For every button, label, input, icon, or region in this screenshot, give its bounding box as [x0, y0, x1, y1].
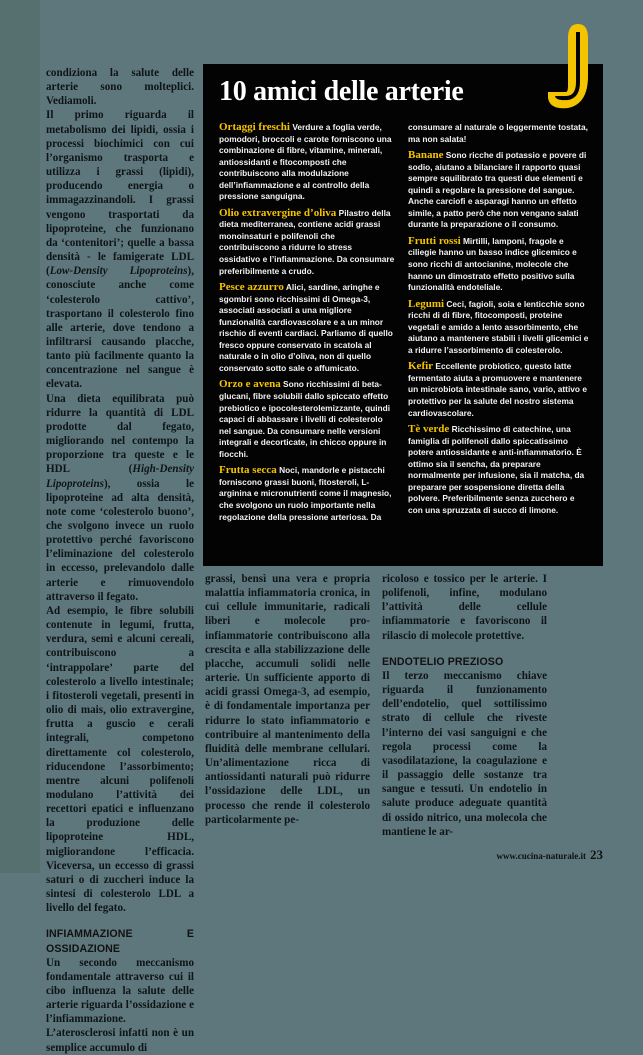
paragraph: condiziona la salute delle arterie sono molteplici. Vediamoli.	[46, 67, 194, 108]
section-heading: INFIAMMAZIONE E OSSIDAZIONE	[46, 928, 194, 955]
box-item: Frutti rossi Mirtilli, lamponi, fragole e ciliegie hanno un basso indice glicemico e sono ricchi di antocianine, molecole che hanno un dimostrato effetto positivo sulla funzionalità endoteliale.	[408, 234, 577, 293]
box-item: Frutta secca Noci, mandorle e pistacchi forniscono grassi buoni, fitosteroli, L-arginina e micronutrienti come il magnesio, che svolgono un ruolo importante nella regolazione della pressione arteriosa. Da	[219, 464, 392, 522]
article-column-3	[382, 572, 547, 839]
footer-url[interactable]: www.cucina-naturale.it	[496, 851, 586, 861]
box-title: 10 amici delle arterie	[219, 76, 464, 107]
box-item: Banane Sono ricche di potassio e povere di sodio, aiutano a bilanciare il rapporto quasi sempre squilibrato tra questi due elementi e quindi a regolare la pressione del sangue. Anche carciofi e asparagi hanno un effetto simile, a patto però che non vengano salati durante la preparazione o il consumo.	[408, 149, 587, 230]
sidebar-box	[203, 64, 603, 566]
paragraph: grassi, bensì una vera e propria malattia infiammatoria cronica, in cui cellule immunitarie, radicali liberi e molecole pro-infiammatorie contribuiscono alla crescita e alla stabilizzazione delle placche, accumuli solidi nelle arterie. Un sufficiente apporto di acidi grassi Omega-3, ad esempio, è di fondamentale importanza per ridurre lo stato infiammatorio e contribuire al mantenimento della fluidità delle membrane cellulari. Un’alimentazione ricca di antiossidanti naturali può ridurre l’ossidazione delle LDL, un processo che rende il colesterolo particolarmente pe-	[205, 573, 370, 826]
box-item: Orzo e avena Sono ricchissimi di beta-glucani, fibre solubili dallo spiccato effetto prebiotico e ipocolesterolemizzante, quindi capaci di abbassare i livelli di colesterolo nel sangue. Da consumare nelle versioni integrali e decorticate, in chicco oppure in fiocchi.	[219, 378, 391, 459]
section-heading: ENDOTELIO PREZIOSO	[382, 655, 504, 668]
box-item: Olio extravergine d’oliva Pilastro della dieta mediterranea, contiene acidi grassi monoinsaturi e polifenoli che contribuiscono a ridurre lo stress ossidativo e l’infiammazione. Da consumare preferibilmente a crudo.	[219, 206, 395, 276]
paragraph: Il primo riguarda il metabolismo dei lipidi, ossia i processi biochimici con cui l’organismo trasporta e utilizza i grassi (lipidi), producendo energia o immagazzinandoli. I grassi vengono trasportati da lipoproteine, che funzionano da ‘contenitori’; quelle a bassa densità - le famigerate LDL (Low-Density Lipoproteins), conosciute anche come ‘colesterolo cattivo’, trasportano il colesterolo fino alle arterie, dove tendono a infiltrarsi causando placche, tanto più facilmente quanto la concentrazione nel sangue è elevata.	[46, 109, 194, 391]
page-margin-shade	[0, 0, 40, 873]
box-column-left	[219, 122, 395, 528]
page-footer	[497, 847, 604, 863]
paragraph: ricoloso e tossico per le arterie. I polifenoli, infine, modulano l’attività delle cellule infiammatorie e favoriscono il rilascio di molecole protettive.	[382, 573, 547, 642]
paragraph: Una dieta equilibrata può ridurre la quantità di LDL prodotte dal fegato, migliorando nel contempo la proporzione tra queste e le HDL (High-Density Lipoproteins), ossia le lipoproteine ad alta densità, note come ‘colesterolo buono’, che svolgono invece un ruolo protettivo perché favoriscono l’eliminazione del colesterolo in eccesso, prelevandolo dalle arterie e rimuovendolo attraverso il fegato.	[46, 392, 194, 603]
box-item: Legumi Ceci, fagioli, soia e lenticchie sono ricchi di di fibre, fitocomposti, proteine vegetali e amido a lento assorbimento, che aiutano a mantenere stabili i livelli glicemici e a ridurre l’assorbimento di colesterolo.	[408, 297, 589, 355]
paragraph: Un secondo meccanismo fondamentale attraverso cui il cibo influenza la salute delle arterie riguarda l’ossidazione e l’infiammazione. L’aterosclerosi infatti non è un semplice accumulo di	[46, 956, 194, 1054]
paragraph: Ad esempio, le fibre solubili contenute in legumi, frutta, verdura, semi e alcuni cereali, contribuiscono a ‘intrappolare’ parte del colesterolo a livello intestinale; i fitosteroli vegetali, presenti in olio di mais, olio extravergine, frutta a guscio e cerali integrali, competono direttamente col colesterolo, riducendone l’assorbimento; mentre alcuni polifenoli modulano l’attività dei recettori epatici e influenzano la produzione delle lipoproteine HDL, migliorandone l’efficacia. Viceversa, un eccesso di grassi saturi o di zuccheri induce la sintesi di colesterolo LDL a livello del fegato.	[46, 604, 194, 915]
box-item: Tè verde Ricchissimo di catechine, una famiglia di polifenoli dallo spiccatissimo potere antiossidante e anti-infiammatorio. È ottimo sia il sencha, da preparare normalmente per infusione, sia il matcha, da preparare per sospensione diretta della polvere. Preferibilmente senza zucchero e con una spruzzata di succo di limone.	[408, 423, 585, 515]
box-item: Pesce azzurro Alici, sardine, aringhe e sgombri sono ricchissimi di Omega-3, associati associati a una migliore funzionalità cardiovascolare e a un minor rischio di eventi cardiaci. Parliamo di quello fresco oppure conservato in scatola al naturale o in olio d’oliva, non di quello conservato sotto sale o affumicato.	[219, 281, 393, 373]
box-item: Ortaggi freschi Verdure a foglia verde, pomodori, broccoli e carote forniscono una combinazione di fibre, vitamine, minerali, antiossidanti e fitocomposti che contribuiscono alla modulazione dell’infiammazione e al controllo della pressione sanguigna.	[219, 121, 392, 202]
box-column-right	[408, 122, 590, 522]
article-column-2	[205, 572, 370, 827]
page-number: 23	[590, 847, 603, 862]
paragraph: Il terzo meccanismo chiave riguarda il funzionamento dell’endotelio, quel sottilissimo strato di cellule che riveste l’interno dei vasi sanguigni e che regola processi come la vasodilatazione, la coagulazione e il passaggio delle sostanze tra sangue e tessuti. Un endotelio in salute produce adeguate quantità di ossido nitrico, una molecola che mantiene le ar-	[382, 669, 547, 838]
box-item: Kefir Eccellente probiotico, questo latte fermentato aiuta a promuovere e mantenere un microbiota intestinale sano, vario, attivo e protettivo per la salute del nostro sistema cardiovascolare.	[408, 360, 587, 418]
ladle-icon	[546, 16, 596, 126]
box-item-continued: consumare al naturale o leggermente tostata, ma non salata!	[408, 122, 588, 144]
article-column-1	[46, 66, 194, 1055]
